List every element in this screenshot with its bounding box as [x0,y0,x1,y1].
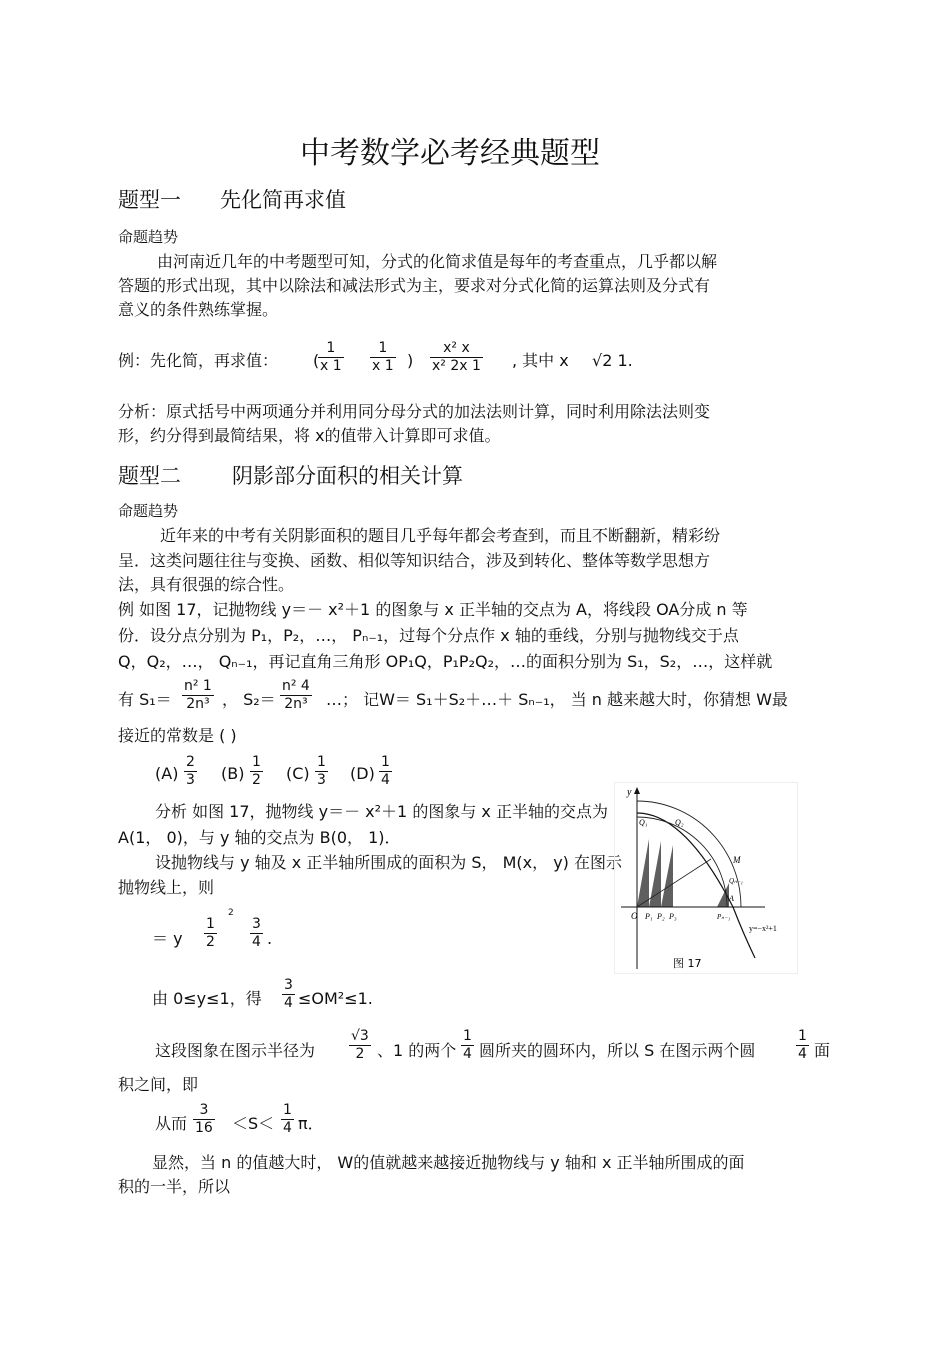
open-paren: ( [313,351,320,370]
final-line: 显然，当 n 的值越大时， W的值就越来越接近抛物线与 y 轴和 x 正半轴所围成的面 [152,1153,745,1172]
svg-text:A: A [729,894,734,903]
origin-label: O [631,911,638,921]
option-b-label: (B) [221,764,245,783]
s2-fraction: $\frac{\text{n² 4}}{\text{2n³}}$ [282,678,310,712]
inner-arc [637,817,727,907]
axis-y-label: y [627,787,632,798]
equation-fraction-three-quarters: $\frac{3}{4}$ [252,916,261,950]
thus-fraction-upper: $\frac{1}{4}$ [283,1102,292,1136]
have-prefix: 有 S₁＝ [118,690,172,709]
thus-middle: ＜S＜ [232,1114,275,1133]
fraction-3: $\frac{\text{x² x}}{\text{x² 2x 1}}$ [432,340,481,374]
final-line: 积的一半，所以 [118,1177,231,1196]
svg-text:P₃: P₃ [669,912,677,921]
shaded-triangles [637,839,729,907]
svg-text:P₁: P₁ [645,912,653,921]
analysis-line: 分析 如图 17，抛物线 y＝－ x²＋1 的图象与 x 正半轴的交点为 [155,802,608,821]
section2-trend-line: 法，具有很强的综合性。 [118,575,295,594]
section1-heading-number: 题型一 [118,188,181,212]
section2-trend-line: 近年来的中考有关阴影面积的题目几乎每年都会考查到，而且不断翻新，精彩纷 [160,526,721,545]
equation-prefix: ＝ y [152,929,183,948]
thus-fraction-lower: $\frac{3}{16}$ [195,1102,213,1136]
ring-suffix: 圆所夹的圆环内，所以 S 在图示两个圆 [479,1041,756,1060]
ring-quarter-fraction-2: $\frac{1}{4}$ [798,1028,807,1062]
section1-heading-text: 先化简再求值 [220,188,346,212]
section2-heading-text: 阴影部分面积的相关计算 [232,464,463,488]
example-value: √2 1. [592,351,633,370]
equation-period: . [267,929,273,948]
analysis-line: A(1， 0)，与 y 轴的交点为 B(0， 1)． [118,828,401,847]
option-c-label: (C) [286,764,310,783]
option-a-label: (A) [155,764,179,783]
section2-trend-label: 命题趋势 [118,502,179,520]
example-line: 份．设分点分别为 P₁，P₂，…， Pₙ₋₁，过每个分点作 x 轴的垂线，分别与抛物线交于点 [118,626,739,645]
ring-radius-fraction: $\frac{√3}{2}$ [351,1028,369,1062]
parabola-diagram [615,783,797,973]
option-b-fraction: $\frac{1}{2}$ [252,754,261,788]
equation-fraction-half: $\frac{1}{2}$ [206,916,215,950]
section1-trend-line: 意义的条件熟练掌握。 [118,300,279,319]
option-d-label: (D) [350,764,375,783]
range-suffix: ≤OM²≤1. [298,989,373,1008]
section1-trend-label: 命题趋势 [118,228,179,246]
section2-heading-number: 题型二 [118,464,181,488]
svg-text:P₂: P₂ [657,912,665,921]
range-prefix: 由 0≤y≤1，得 [152,989,262,1008]
svg-text:Qₙ₋₁: Qₙ₋₁ [729,877,743,885]
closest-question: 接近的常数是 ( ) [118,726,237,745]
section1-analysis-line: 分析：原式括号中两项通分并利用同分母分式的加法法则计算，同时利用除法法则变 [118,402,711,421]
section1-example-label: 例：先化简，再求值： [118,351,279,370]
section2-trend-line: 呈．这类问题往往与变换、函数、相似等知识结合，涉及到转化、整体等数学思想方 [118,551,711,570]
svg-text:Pₙ₋₁: Pₙ₋₁ [717,913,731,921]
example-condition: , 其中 x [512,351,569,370]
option-d-fraction: $\frac{1}{4}$ [381,754,390,788]
close-paren: ) [407,351,414,370]
ring-end: 面 [814,1041,831,1060]
ring-line2: 积之间，即 [118,1075,199,1094]
s2-label: ， S₂＝ [222,690,276,709]
s1-fraction: $\frac{\text{n² 1}}{\text{2n³}}$ [184,678,212,712]
equation-square: 2 [228,908,234,918]
thus-end: π． [298,1114,324,1133]
fraction-1: $\frac{1}{x 1}$ [320,340,342,374]
section1-analysis-line: 形，约分得到最简结果，将 x的值带入计算即可求值。 [118,426,501,445]
option-a-fraction: $\frac{2}{3}$ [186,754,195,788]
option-c-fraction: $\frac{1}{3}$ [317,754,326,788]
fraction-2: $\frac{1}{x 1}$ [372,340,394,374]
ring-quarter-fraction: $\frac{1}{4}$ [463,1028,472,1062]
example-line: 例 如图 17，记抛物线 y＝－ x²＋1 的图象与 x 正半轴的交点为 A，将线段 OA分成 n 等 [118,600,748,619]
curve-equation: y=−x²+1 [749,924,777,933]
thus-prefix: 从而 [155,1114,188,1133]
analysis-line: 抛物线上，则 [118,878,215,897]
section1-trend-line: 答题的形式出现，其中以除法和减法形式为主，要求对分式化简的运算法则及分式有 [118,276,711,295]
svg-text:Q₁: Q₁ [639,818,648,827]
range-fraction: $\frac{3}{4}$ [284,977,293,1011]
section1-trend-line: 由河南近几年的中考题型可知，分式的化简求值是每年的考查重点，几乎都以解 [157,252,718,271]
figure-caption: 图 17 [673,957,702,970]
figure-17 [614,782,798,974]
ring-prefix: 这段图象在图示半径为 [155,1041,316,1060]
ring-middle: 、1 的两个 [377,1041,457,1060]
svg-text:Q₂: Q₂ [675,818,684,827]
svg-text:M: M [733,855,741,865]
example-line: Q，Q₂，…， Qₙ₋₁，再记直角三角形 OP₁Q，P₁P₂Q₂，…的面积分别为 S₁，S₂，…，这样就 [118,652,773,671]
analysis-line: 设抛物线与 y 轴及 x 正半轴所围成的面积为 S， M(x， y) 在图示 [155,853,623,872]
have-suffix: …； 记W＝ S₁＋S₂＋…＋ Sₙ₋₁， 当 n 越来越大时，你猜想 W最 [326,690,788,709]
page-title: 中考数学必考经典题型 [300,136,600,171]
